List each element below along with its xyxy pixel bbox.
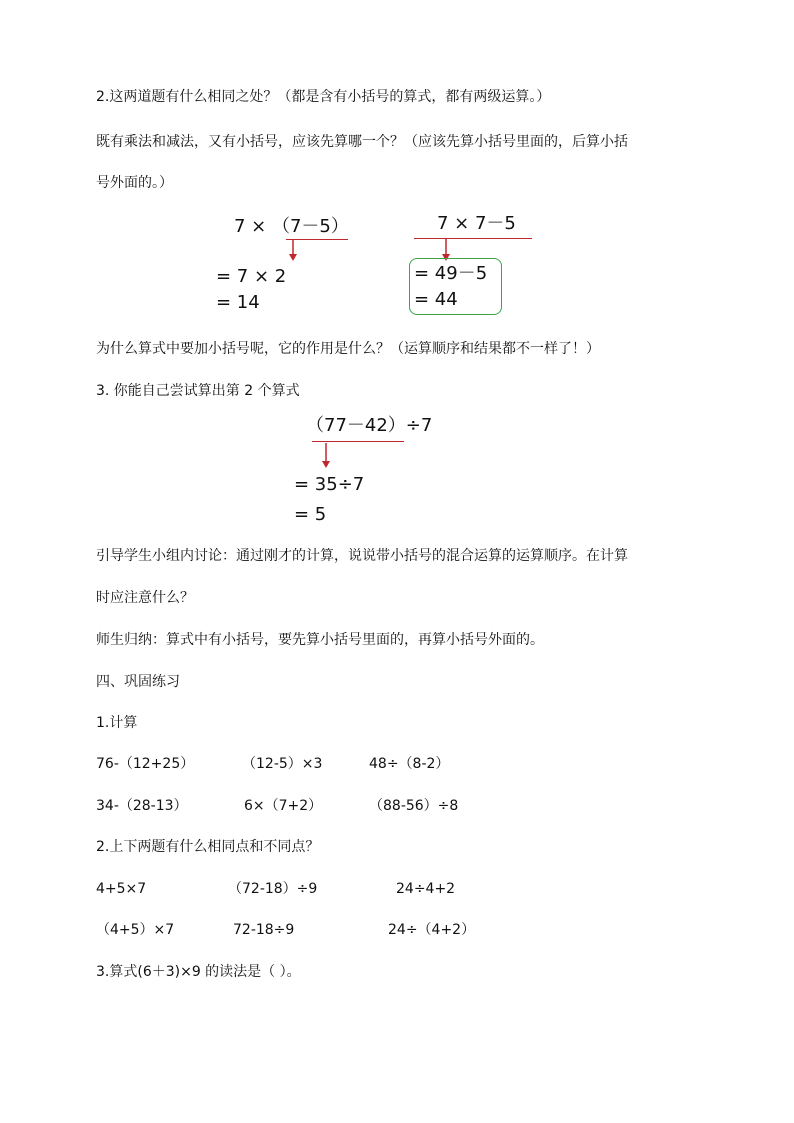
paragraph-why-brackets: 为什么算式中要加小括号呢，它的作用是什么？（运算顺序和结果都不一样了！） (96, 341, 600, 357)
down-arrow-icon (287, 240, 299, 262)
down-arrow-icon (320, 443, 332, 469)
exercise-2-item: （4+5）×7 (96, 922, 175, 938)
paragraph-summary: 师生归纳：算式中有小括号，要先算小括号里面的，再算小括号外面的。 (96, 632, 544, 648)
example-left-expression: 7 × （7－5） (234, 216, 349, 237)
paragraph-guide-line2: 时应注意什么？ (96, 590, 194, 606)
section-heading-practice: 四、巩固练习 (96, 674, 180, 690)
exercise-2-item: 24÷4+2 (396, 881, 456, 897)
exercise-1-item: 48÷（8-2） (369, 756, 450, 772)
example-3-step2: = 5 (294, 504, 327, 525)
exercise-2-title: 2.上下两题有什么相同点和不同点？ (96, 839, 320, 855)
example-3-expression: （77－42）÷7 (306, 415, 433, 436)
example-3-underline (312, 441, 404, 442)
exercise-3: 3.算式(6＋3)×9 的读法是（ ）。 (96, 964, 301, 980)
example-3-step1: = 35÷7 (294, 474, 365, 495)
exercise-1-item: 34-（28-13） (96, 798, 188, 814)
exercise-1-title: 1.计算 (96, 715, 138, 731)
paragraph-order-line2: 号外面的。） (96, 175, 173, 191)
exercise-1-item: 6×（7+2） (244, 798, 323, 814)
exercise-1-item: 76-（12+25） (96, 756, 195, 772)
paragraph-guide-line1: 引导学生小组内讨论：通过刚才的计算，说说带小括号的混合运算的运算顺序。在计算 (96, 548, 628, 564)
exercise-2-item: （72-18）÷9 (228, 881, 318, 897)
example-right-step1: = 49－5 (414, 263, 488, 284)
exercise-2-item: 72-18÷9 (233, 922, 295, 938)
example-left-step2: = 14 (216, 292, 260, 313)
exercise-2-item: 24÷（4+2） (388, 922, 476, 938)
exercise-2-item: 4+5×7 (96, 881, 147, 897)
paragraph-q3: 3. 你能自己尝试算出第 2 个算式 (96, 383, 300, 399)
paragraph-q2: 2.这两道题有什么相同之处？（都是含有小括号的算式，都有两级运算。） (96, 89, 551, 105)
example-right-underline (414, 238, 532, 239)
example-right-expression: 7 × 7－5 (437, 213, 516, 234)
exercise-1-item: （88-56）÷8 (369, 798, 459, 814)
exercise-1-item: （12-5）×3 (242, 756, 323, 772)
paragraph-order-line1: 既有乘法和减法，又有小括号，应该先算哪一个？（应该先算小括号里面的，后算小括 (96, 134, 628, 150)
example-right-step2: = 44 (414, 289, 458, 310)
example-left-step1: = 7 × 2 (216, 266, 287, 287)
